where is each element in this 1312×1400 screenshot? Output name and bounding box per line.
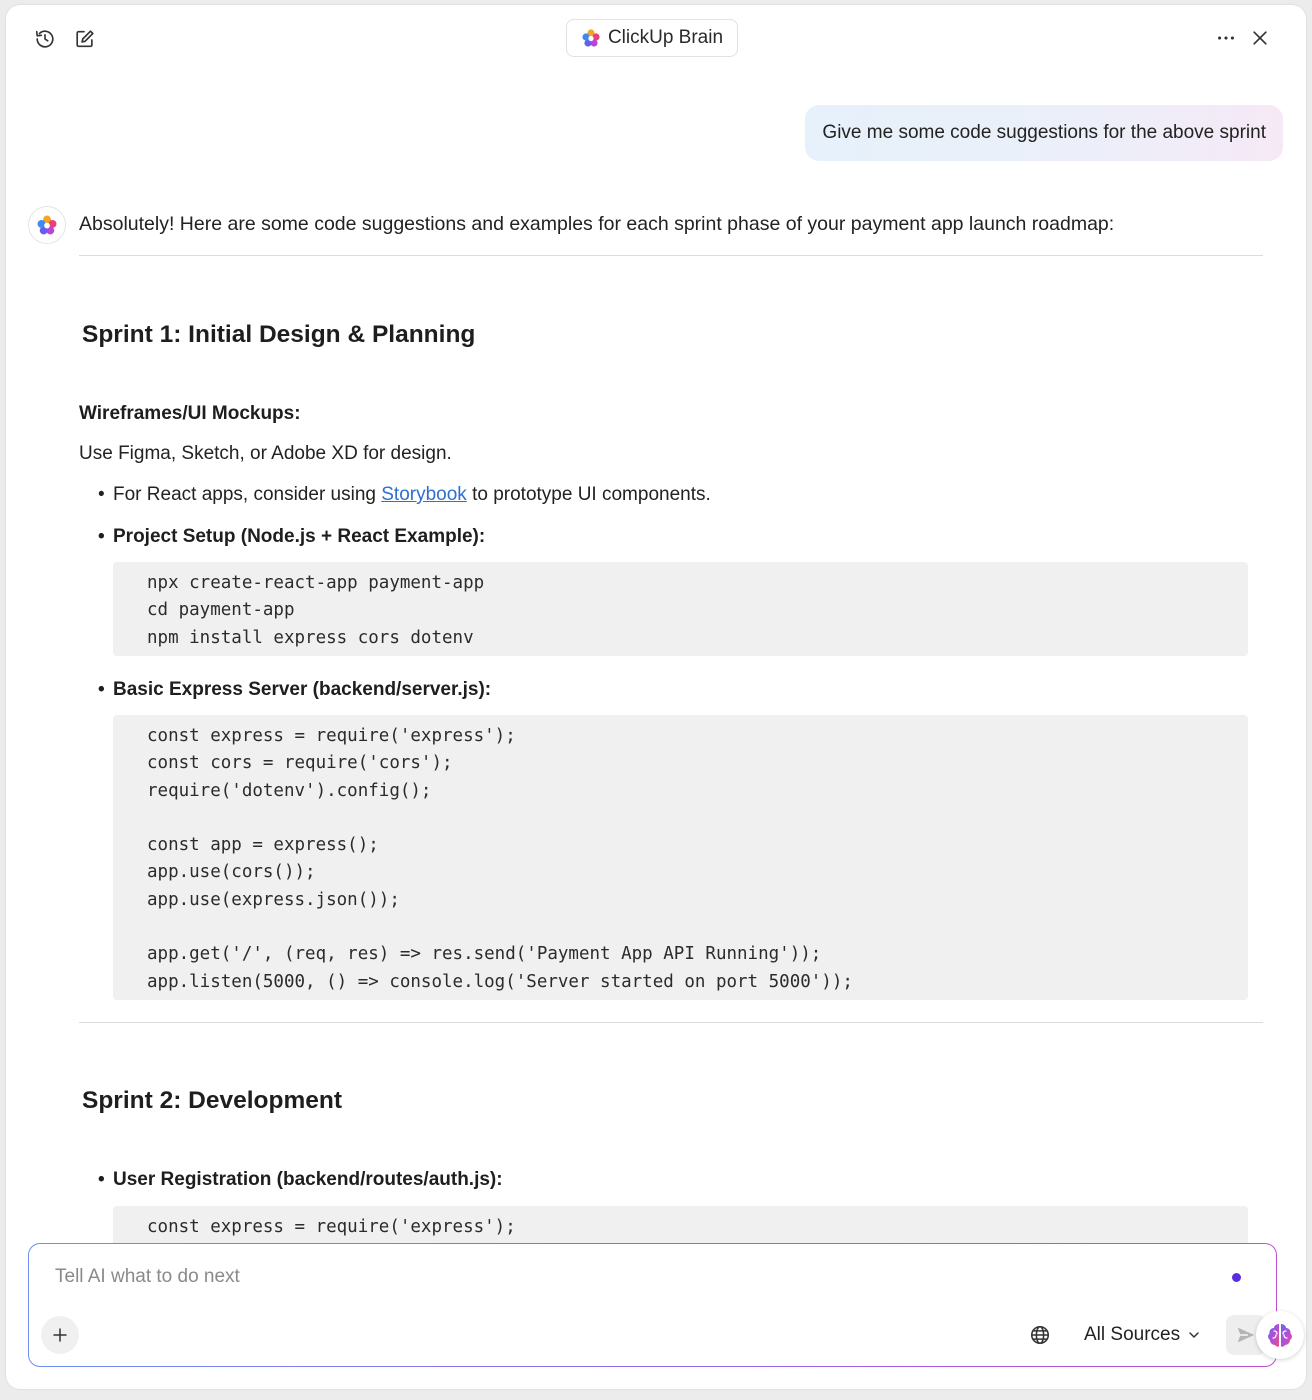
- sprint2-heading: Sprint 2: Development: [82, 1087, 343, 1114]
- web-search-button[interactable]: [1027, 1322, 1053, 1348]
- sprint1-heading: Sprint 1: Initial Design & Planning: [82, 321, 476, 348]
- brain-assistant-button[interactable]: [1256, 1311, 1304, 1359]
- storybook-link[interactable]: Storybook: [381, 484, 467, 505]
- list-item: • Project Setup (Node.js + React Example):: [98, 526, 486, 547]
- code-line: cd payment-app: [147, 600, 295, 621]
- code-line: const express = require('express');: [147, 1217, 516, 1237]
- history-icon: [34, 28, 56, 50]
- history-button[interactable]: [31, 25, 59, 53]
- list-item: • For React apps, consider using Storybook to prototype UI components.: [98, 484, 711, 505]
- send-icon: [1235, 1324, 1257, 1346]
- globe-icon: [1029, 1324, 1051, 1346]
- code-line: npm install express cors dotenv: [147, 627, 474, 648]
- code-line: [147, 805, 1248, 832]
- sources-dropdown[interactable]: [1084, 1319, 1202, 1351]
- page-title: ClickUp Brain: [607, 27, 724, 48]
- code-line: const app = express();: [147, 835, 379, 856]
- ai-intro-text: Absolutely! Here are some code suggestions and examples for each sprint phase of your payment app launch roadmap:: [79, 213, 1115, 235]
- prompt-input[interactable]: [53, 1262, 1207, 1292]
- code-line: [147, 914, 1248, 941]
- list-item: • User Registration (backend/routes/auth.js):: [98, 1169, 503, 1190]
- code-line: app.use(cors());: [147, 862, 316, 883]
- brain-icon: [1265, 1320, 1295, 1350]
- code-line: npx create-react-app payment-app: [147, 573, 485, 593]
- user-message-text: Give me some code suggestions for the above sprint: [822, 122, 1266, 143]
- chevron-down-icon: [1186, 1327, 1202, 1343]
- project-setup-label: Project Setup (Node.js + React Example):: [113, 526, 486, 547]
- wireframes-subheading: Wireframes/UI Mockups:: [79, 403, 301, 424]
- code-line: app.listen(5000, () => console.log('Server started on port 5000'));: [147, 971, 853, 992]
- code-line: require('dotenv').config();: [147, 780, 432, 801]
- code-line: const express = require('express');: [147, 726, 516, 746]
- chat-composer: [28, 1243, 1277, 1367]
- list-item: • Basic Express Server (backend/server.js):: [98, 679, 492, 700]
- user-registration-label: User Registration (backend/routes/auth.js):: [113, 1169, 503, 1190]
- plus-icon: [51, 1326, 69, 1344]
- divider: [79, 255, 1263, 256]
- clickup-brain-panel: [6, 5, 1306, 1389]
- sources-label: All Sources: [1084, 1324, 1181, 1345]
- bullet-text: For React apps, consider using: [113, 484, 382, 505]
- bullet-text: to prototype UI components.: [466, 484, 711, 505]
- clickup-brain-logo-icon: [36, 214, 58, 236]
- code-line: app.use(express.json());: [147, 889, 400, 910]
- status-dot: [1232, 1273, 1241, 1282]
- add-attachment-button[interactable]: [41, 1316, 79, 1354]
- code-block-express-server[interactable]: [113, 715, 1248, 1000]
- ai-avatar: [28, 206, 66, 244]
- code-block-project-setup[interactable]: [113, 562, 1248, 656]
- design-tools-paragraph: Use Figma, Sketch, or Adobe XD for design.: [79, 443, 452, 464]
- ai-response: [79, 5, 1263, 1237]
- divider: [79, 1022, 1263, 1023]
- express-server-label: Basic Express Server (backend/server.js):: [113, 679, 492, 700]
- code-line: const cors = require('cors');: [147, 753, 453, 774]
- code-line: app.get('/', (req, res) => res.send('Payment App API Running'));: [147, 944, 822, 965]
